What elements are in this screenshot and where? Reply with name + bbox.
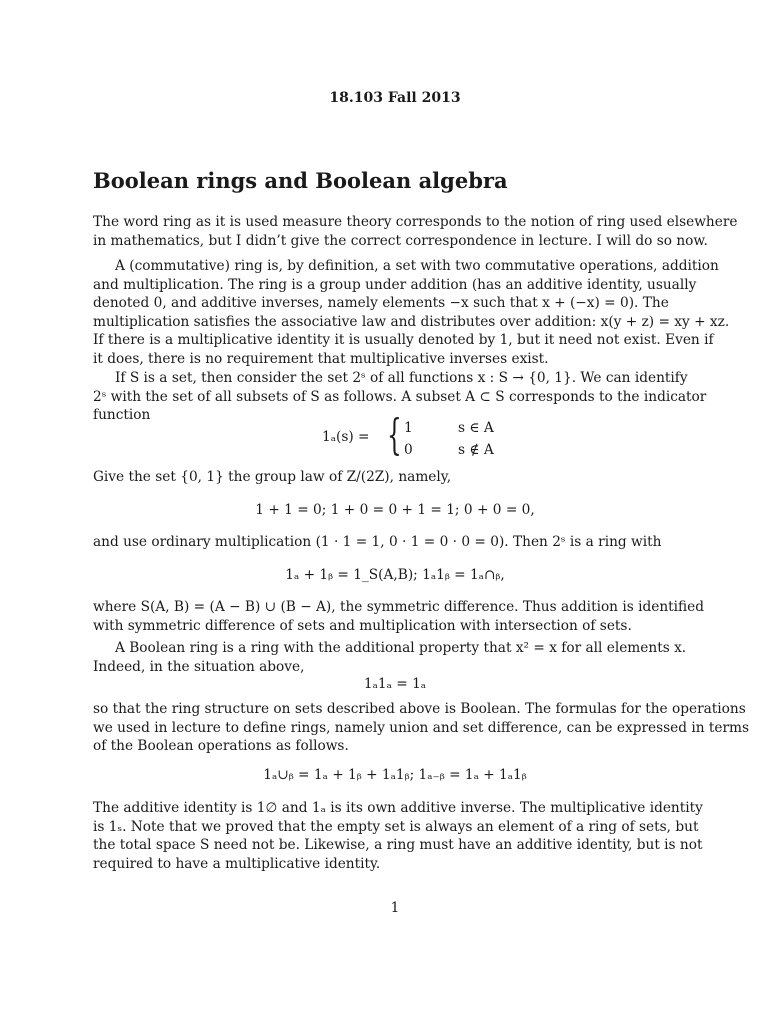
text-line: 2ˢ with the set of all subsets of S as follows. A subset A ⊂ S corresponds to the indicator (93, 388, 707, 405)
text-line: and use ordinary multiplication (1 · 1 = 1, 0 · 1 = 0 · 0 = 0). Then 2ˢ is a ring with (93, 534, 662, 550)
equation-idempotent: 1ₐ1ₐ = 1ₐ (363, 676, 427, 692)
left-brace: { (387, 410, 402, 459)
text-line: of the Boolean operations as follows. (93, 738, 349, 754)
text-line: is 1ₛ. Note that we proved that the empty set is always an element of a ring of sets, but (93, 818, 699, 835)
text-line: The additive identity is 1∅ and 1ₐ is its own additive inverse. The multiplicative identity (93, 800, 703, 816)
text-line: and multiplication. The ring is a group under addition (has an additive identity, usually (93, 276, 697, 293)
text-line: Give the set {0, 1} the group law of Z/(2Z), namely, (93, 469, 452, 485)
paragraph-intro (93, 213, 738, 250)
case-value-2: 0 (404, 442, 413, 458)
text-line: the total space S need not be. Likewise, a ring must have an additive identity, but is not (93, 837, 703, 853)
text-line: required to have a multiplicative identity. (93, 855, 381, 872)
course-header: 18.103 Fall 2013 (329, 90, 461, 106)
text-line: where S(A, B) = (A − B) ∪ (B − A), the symmetric difference. Thus addition is identified (93, 599, 705, 615)
paragraph-multiplication (93, 533, 697, 552)
text-line: it does, there is no requirement that multiplicative inverses exist. (93, 350, 549, 367)
equation-group-law: 1 + 1 = 0; 1 + 0 = 0 + 1 = 1; 0 + 0 = 0, (255, 502, 535, 518)
equation-ring-operations: 1ₐ + 1ᵦ = 1_S(A,B); 1ₐ1ᵦ = 1ₐ∩ᵦ, (285, 567, 505, 583)
text-line: denoted 0, and additive inverses, namely elements −x such that x + (−x) = 0). The (93, 295, 669, 311)
text-line: in mathematics, but I didn’t give the correct correspondence in lecture. I will do so now. (93, 232, 708, 249)
paragraph-identities (93, 799, 703, 873)
text-line: If there is a multiplicative identity it is usually denoted by 1, but it need not exist. Even if (93, 332, 714, 348)
text-line: multiplication satisfies the associative law and distributes over addition: x(y + z) = xy + xz. (93, 313, 730, 330)
text-line: The word ring as it is used measure theory corresponds to the notion of ring used elsewhere (93, 214, 738, 230)
text-line: Indeed, in the situation above, (93, 658, 305, 675)
case-condition-2: s ∉ A (458, 442, 494, 458)
text-line: with symmetric difference of sets and multiplication with intersection of sets. (93, 617, 632, 634)
paragraph-ring-definition (93, 257, 730, 368)
section-title: Boolean rings and Boolean algebra (93, 168, 508, 193)
paragraph-boolean-operations (93, 700, 750, 756)
text-line: we used in lecture to define rings, namely union and set difference, can be expressed in terms (93, 719, 750, 736)
text-line: function (93, 407, 151, 423)
paragraph-group-law (93, 468, 697, 487)
page-number: 1 (390, 900, 400, 916)
text-line: A Boolean ring is a ring with the additional property that x² = x for all elements x. (115, 640, 687, 656)
case-condition-1: s ∈ A (458, 420, 494, 436)
text-line: If S is a set, then consider the set 2ˢ of all functions x : S → {0, 1}. We can identify (115, 370, 688, 386)
indicator-lhs: 1ₐ(s) = (322, 429, 370, 445)
paragraph-symmetric-difference (93, 598, 705, 635)
paragraph-boolean-ring (93, 639, 697, 676)
equation-union-difference: 1ₐ∪ᵦ = 1ₐ + 1ᵦ + 1ₐ1ᵦ; 1ₐ₋ᵦ = 1ₐ + 1ₐ1ᵦ (263, 767, 527, 783)
case-value-1: 1 (404, 420, 413, 436)
text-line: A (commutative) ring is, by definition, a set with two commutative operations, addition (115, 258, 719, 274)
text-line: so that the ring structure on sets described above is Boolean. The formulas for the operations (93, 701, 746, 717)
